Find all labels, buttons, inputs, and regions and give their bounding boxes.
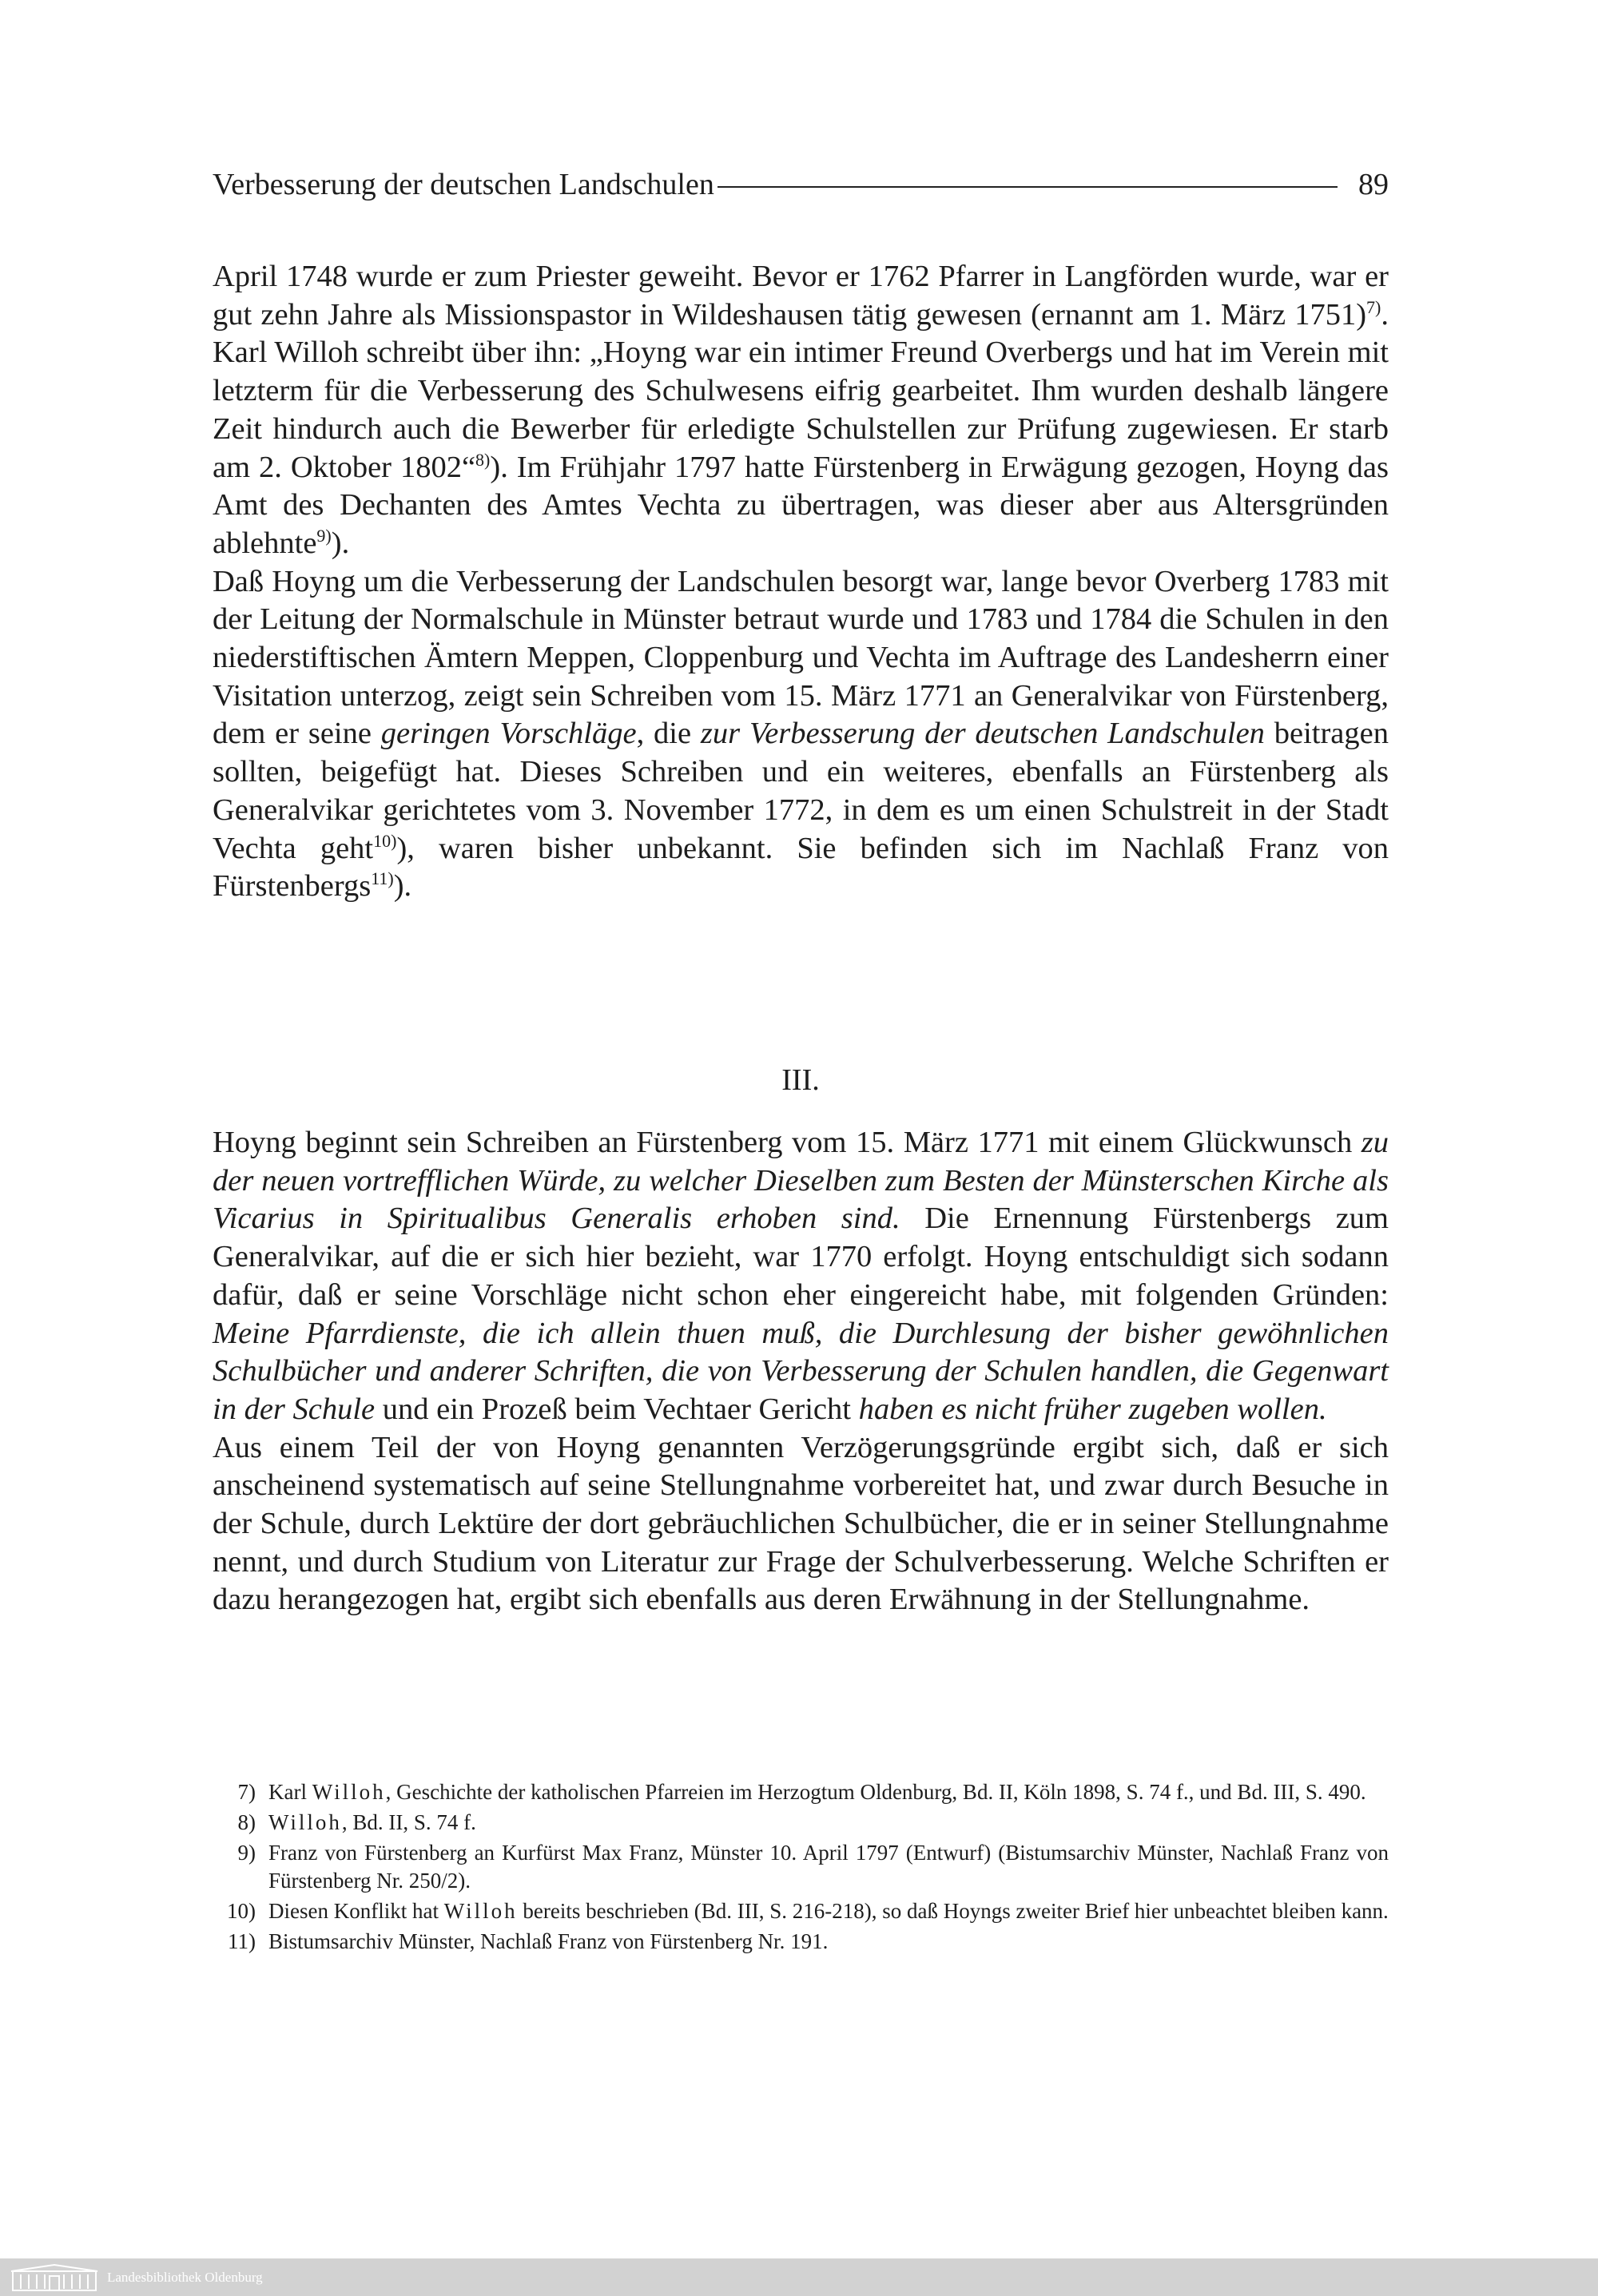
text-run: April 1748 wurde er zum Priester geweiht. Bevor er 1762 Pfarrer in Langförden wurde, war er gut zehn Jahre als Missionspastor in Wildeshausen tätig gewesen (ernannt am 1. März 1751)	[213, 260, 1389, 332]
author-name: Willoh	[312, 1780, 386, 1804]
running-header	[213, 162, 1389, 207]
footnote-number: 9)	[237, 1841, 256, 1865]
footnote-text: Diesen Konflikt hat Willoh bereits beschrieben (Bd. III, S. 216-218), so daß Hoyngs zweiter Brief hier unbeachtet bleiben kann.	[268, 1898, 1389, 1923]
footnotes	[213, 1778, 1389, 1958]
footnote	[213, 1928, 1389, 1955]
section-heading: III.	[781, 1063, 820, 1097]
text-run: . Karl Willoh schreibt über ihn: „Hoyng war ein intimer Freund Overbergs und hat im Verein mit letzterm für die Verbesserung des Schulwesens eifrig gearbeitet. Ihm wurden deshalb längere Zeit hindurch auch die Bewerber für erledigte Schulstellen zur Prüfung zugewiesen. Er starb am 2. Oktober 1802“	[213, 297, 1389, 484]
footnote-text: Karl Willoh, Geschichte der katholischen Pfarreien im Herzogtum Oldenburg, Bd. II, Köln 1898, S. 74 f., und Bd. III, S. 490.	[268, 1780, 1366, 1804]
library-building-icon	[10, 2263, 99, 2292]
library-name: Landesbibliothek Oldenburg	[107, 2269, 263, 2285]
footer-bar	[0, 2258, 1598, 2296]
text-run: ). Im Frühjahr 1797 hatte Fürstenberg in Erwägung gezogen, Hoyng das Amt des Dechanten des Amtes Vechta zu übertragen, was dieser aber aus Altersgründen ablehnte	[213, 450, 1389, 560]
body-text-lower	[213, 1124, 1389, 1619]
footnote	[213, 1778, 1389, 1805]
footnote-text: Franz von Fürstenberg an Kurfürst Max Franz, Münster 10. April 1797 (Entwurf) (Bistumsarchiv Münster, Nachlaß Franz von Fürstenberg Nr. 250/2).	[268, 1841, 1389, 1893]
italic-quote: haben es nicht früher zugeben wollen.	[858, 1392, 1327, 1426]
italic-quote: geringen Vorschläge	[380, 717, 637, 751]
footnote-ref[interactable]: 10)	[373, 830, 397, 851]
text-run: ).	[331, 526, 350, 560]
header-rule	[718, 186, 1338, 188]
footnote-ref[interactable]: 9)	[316, 525, 332, 546]
paragraph	[213, 563, 1389, 906]
footnote-number: 11)	[228, 1929, 256, 1954]
body-text-upper	[213, 258, 1389, 906]
text-run: Die Ernennung Fürstenbergs zum Generalvikar, auf die er sich hier bezieht, war 1770 erfolgt. Hoyng entschuldigt sich sodann dafür, daß er seine Vorschläge nicht schon eher eingereicht habe, mit folgenden Gründen:	[213, 1202, 1389, 1312]
footnote	[213, 1897, 1389, 1925]
italic-quote: zur Verbesserung der deutschen Landschulen	[700, 717, 1265, 751]
text-run: ), waren bisher unbekannt. Sie befinden sich im Nachlaß Franz von Fürstenbergs	[213, 831, 1389, 904]
italic-quote: Meine Pfarrdienste, die ich allein thuen muß, die Durchlesung der bisher gewöhnlichen Schulbücher und anderer Schriften, die von Verbesserung der Schulen handlen, die Gegenwart in der Schule	[213, 1316, 1389, 1426]
text-run: und ein Prozeß beim Vechtaer Gericht	[375, 1392, 859, 1426]
paragraph	[213, 258, 1389, 563]
footnote-number: 7)	[237, 1780, 256, 1804]
footnote	[213, 1839, 1389, 1893]
author-name: Willoh	[443, 1898, 518, 1923]
footnote	[213, 1809, 1389, 1836]
italic-quote: zu der neuen vortrefflichen Würde, zu welcher Dieselben zum Besten der Münsterschen Kirche als Vicarius in Spiritualibus Generalis erhoben sind.	[213, 1126, 1389, 1236]
footnote-number: 8)	[237, 1810, 256, 1835]
text-run: Hoyng beginnt sein Schreiben an Fürstenberg vom 15. März 1771 mit einem Glückwunsch	[213, 1126, 1361, 1159]
text-run: ).	[393, 869, 412, 904]
text-run: beitragen sollten, beigefügt hat. Dieses Schreiben und ein weiteres, ebenfalls an Fürstenberg als Generalvikar gerichtetes vom 3. November 1772, in dem es um einen Schulstreit in der Stadt Vechta geht	[213, 717, 1389, 865]
footnote-ref[interactable]: 7)	[1366, 296, 1381, 317]
page-number: 89	[1358, 168, 1389, 201]
paragraph	[213, 1124, 1389, 1429]
footnote-ref[interactable]: 11)	[371, 868, 394, 889]
text-run: Daß Hoyng um die Verbesserung der Landschulen besorgt war, lange bevor Overberg 1783 mit der Leitung der Normalschule in Münster betraut wurde und 1783 und 1784 die Schulen in den niederstiftischen Ämtern Meppen, Cloppenburg und Vechta im Auftrage des Landesherrn einer Visitation unterzog, zeigt sein Schreiben vom 15. März 1771 an Generalvikar von Fürstenberg, dem er seine	[213, 564, 1389, 751]
author-name: Willoh	[268, 1810, 342, 1835]
running-title: Verbesserung der deutschen Landschulen	[213, 168, 714, 201]
footnote-ref[interactable]: 8)	[475, 449, 491, 470]
text-run: , die	[636, 717, 701, 751]
paragraph: Aus einem Teil der von Hoyng genannten Verzögerungsgründe ergibt sich, daß er sich anscheinend systematisch auf seine Stellungnahme vorbereitet hat, und zwar durch Besuche in der Schule, durch Lektüre der dort gebräuchlichen Schulbücher, die er in seiner Stellungnahme nennt, und durch Studium von Literatur zur Frage der Schulverbesserung. Welche Schriften er dazu herangezogen hat, ergibt sich ebenfalls aus deren Erwähnung in der Stellungnahme.	[213, 1430, 1389, 1617]
footnote-text: Willoh, Bd. II, S. 74 f.	[268, 1810, 476, 1835]
footnote-number: 10)	[227, 1898, 256, 1923]
footnote-text: Bistumsarchiv Münster, Nachlaß Franz von Fürstenberg Nr. 191.	[268, 1929, 829, 1954]
